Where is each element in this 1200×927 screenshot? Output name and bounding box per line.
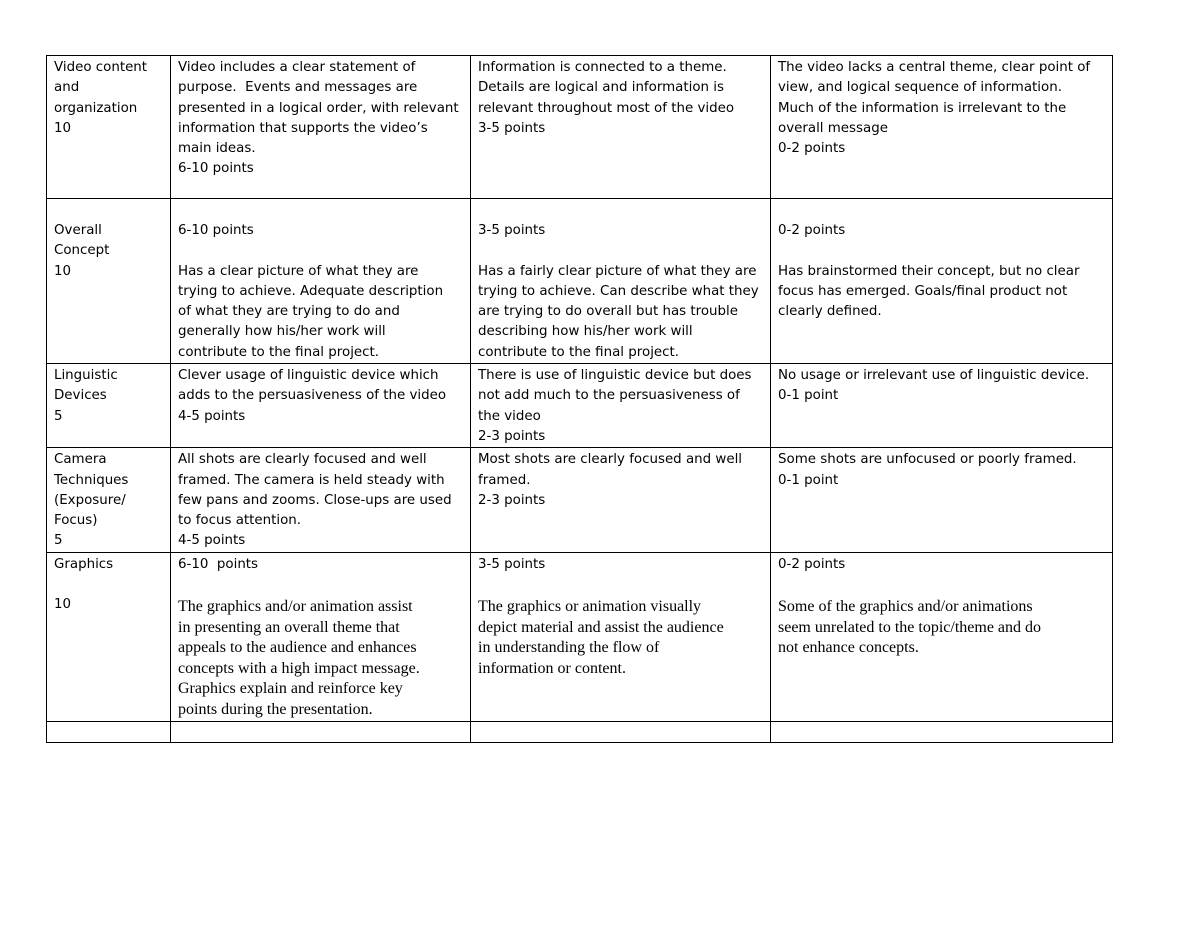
table-row — [47, 56, 1113, 199]
empty-table-row — [47, 721, 1113, 742]
poor-cell: 0-2 points Some of the graphics and/or animations seem unrelated to the topic/theme and do not enhance concepts. — [771, 552, 1113, 721]
criterion-cell: Overall Concept 10 — [47, 199, 171, 364]
fair-cell: 3-5 points The graphics or animation visually depict material and assist the audience in understanding the flow of information or content. — [471, 552, 771, 721]
fair-cell: There is use of linguistic device but does not add much to the persuasiveness of the video 2-3 points — [471, 364, 771, 448]
poor-cell: No usage or irrelevant use of linguistic device. 0-1 point — [771, 364, 1113, 448]
poor-cell: The video lacks a central theme, clear point of view, and logical sequence of information. Much of the information is irrelevant to the overall message 0-2 points — [771, 56, 1113, 199]
excellent-cell: 6-10 points The graphics and/or animation assist in presenting an overall theme that appeals to the audience and enhances concepts with a high impact message. Graphics explain and reinforce key points during the presentation. — [171, 552, 471, 721]
criterion-cell: Graphics 10 — [47, 552, 171, 721]
excellent-cell: All shots are clearly focused and well framed. The camera is held steady with few pans and zooms. Close-ups are used to focus attention. 4-5 points — [171, 448, 471, 552]
empty-cell — [171, 721, 471, 742]
fair-cell: Most shots are clearly focused and well framed. 2-3 points — [471, 448, 771, 552]
fair-cell: Information is connected to a theme. Details are logical and information is relevant throughout most of the video 3-5 points — [471, 56, 771, 199]
empty-cell — [471, 721, 771, 742]
excellent-cell: 6-10 points Has a clear picture of what they are trying to achieve. Adequate description of what they are trying to do and generally how his/her work will contribute to the final project. — [171, 199, 471, 364]
criterion-cell: Linguistic Devices 5 — [47, 364, 171, 448]
excellent-cell: Clever usage of linguistic device which adds to the persuasiveness of the video 4-5 points — [171, 364, 471, 448]
criterion-cell: Video content and organization 10 — [47, 56, 171, 199]
table-row — [47, 552, 1113, 721]
excellent-cell: Video includes a clear statement of purpose. Events and messages are presented in a logical order, with relevant information that supports the video’s main ideas. 6-10 points — [171, 56, 471, 199]
criterion-cell: Camera Techniques (Exposure/ Focus) 5 — [47, 448, 171, 552]
poor-cell: 0-2 points Has brainstormed their concept, but no clear focus has emerged. Goals/final product not clearly defined. — [771, 199, 1113, 364]
empty-cell — [47, 721, 171, 742]
rubric-table — [46, 55, 1113, 743]
fair-cell: 3-5 points Has a fairly clear picture of what they are trying to achieve. Can describe what they are trying to do overall but has trouble describing how his/her work will contribute to the final project. — [471, 199, 771, 364]
empty-cell — [771, 721, 1113, 742]
poor-cell: Some shots are unfocused or poorly framed. 0-1 point — [771, 448, 1113, 552]
table-row — [47, 448, 1113, 552]
table-row — [47, 364, 1113, 448]
table-row — [47, 199, 1113, 364]
